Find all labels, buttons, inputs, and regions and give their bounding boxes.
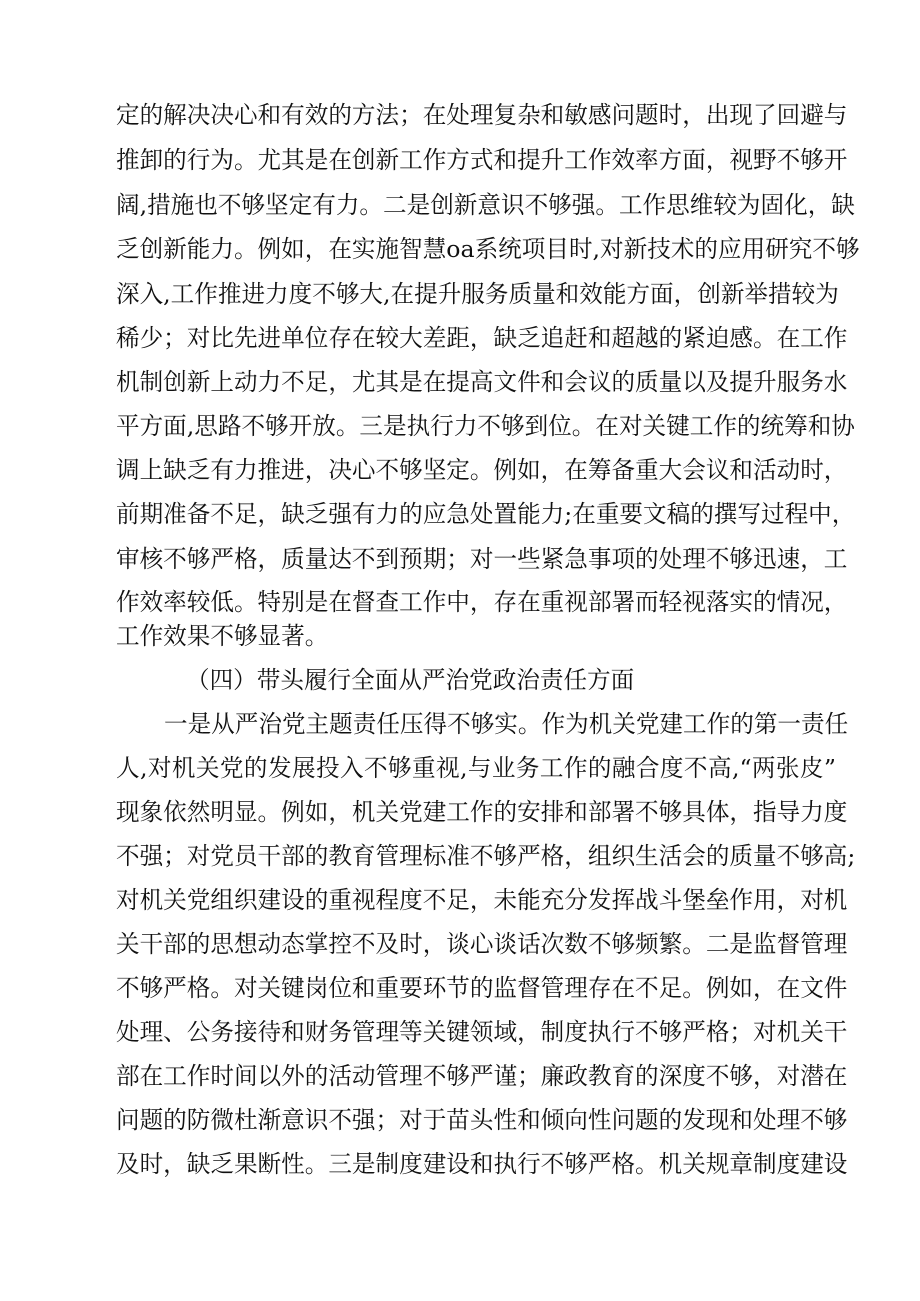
paragraph-line: 定的解决决心和有效的方法；在处理复杂和敏感问题时，出现了回避与 — [116, 101, 848, 129]
paragraph-line: 及时，缺乏果断性。三是制度建设和执行不够严格。机关规章制度建设 — [116, 1150, 848, 1178]
paragraph-line: 调上缺乏有力推进，决心不够坚定。例如，在筹备重大会议和活动时， — [116, 456, 848, 484]
paragraph-line: 问题的防微杜渐意识不强；对于苗头性和倾向性问题的发现和处理不够 — [116, 1106, 848, 1134]
paragraph-line: 推卸的行为。尤其是在创新工作方式和提升工作效率方面，视野不够开 — [116, 146, 848, 174]
paragraph-line: 阔,措施也不够坚定有力。二是创新意识不够强。工作思维较为固化，缺 — [116, 191, 855, 219]
paragraph-line: 一是从严治党主题责任压得不够实。作为机关党建工作的第一责任 — [164, 710, 849, 738]
paragraph-line: 关干部的思想动态掌控不及时，谈心谈话次数不够频繁。二是监督管理 — [116, 930, 848, 958]
paragraph-line: 处理、公务接待和财务管理等关键领域，制度执行不够严格；对机关干 — [116, 1018, 848, 1046]
paragraph-line: 前期准备不足，缺乏强有力的应急处置能力;在重要文稿的撰写过程中， — [116, 500, 856, 528]
paragraph-line: 平方面,思路不够开放。三是执行力不够到位。在对关键工作的统筹和协 — [116, 412, 855, 440]
paragraph-line: 工作效果不够显著。 — [116, 622, 329, 650]
paragraph-line: 现象依然明显。例如，机关党建工作的安排和部署不够具体，指导力度 — [116, 798, 848, 826]
paragraph-line: 机制创新上动力不足，尤其是在提高文件和会议的质量以及提升服务水 — [116, 368, 848, 396]
paragraph-line: 不强；对党员干部的教育管理标准不够严格，组织生活会的质量不够高; — [116, 842, 856, 870]
section-heading: （四）带头履行全面从严治党政治责任方面 — [186, 666, 635, 694]
paragraph-line: 部在工作时间以外的活动管理不够严谨；廉政教育的深度不够，对潜在 — [116, 1062, 848, 1090]
paragraph-line: 作效率较低。特别是在督查工作中，存在重视部署而轻视落实的情况， — [116, 588, 848, 616]
paragraph-line: 人,对机关党的发展投入不够重视,与业务工作的融合度不高,“两张皮” — [116, 754, 836, 782]
paragraph-line: 深入,工作推进力度不够大,在提升服务质量和效能方面，创新举措较为 — [116, 280, 839, 308]
paragraph-line: 乏创新能力。例如，在实施智慧oa系统项目时,对新技术的应用研究不够 — [116, 235, 860, 263]
paragraph-line: 稀少；对比先进单位存在较大差距，缺乏追赶和超越的紧迫感。在工作 — [116, 324, 848, 352]
paragraph-line: 不够严格。对关键岗位和重要环节的监督管理存在不足。例如，在文件 — [116, 974, 848, 1002]
paragraph-line: 审核不够严格，质量达不到预期；对一些紧急事项的处理不够迅速，工 — [116, 545, 848, 573]
paragraph-line: 对机关党组织建设的重视程度不足，未能充分发挥战斗堡垒作用，对机 — [116, 886, 848, 914]
